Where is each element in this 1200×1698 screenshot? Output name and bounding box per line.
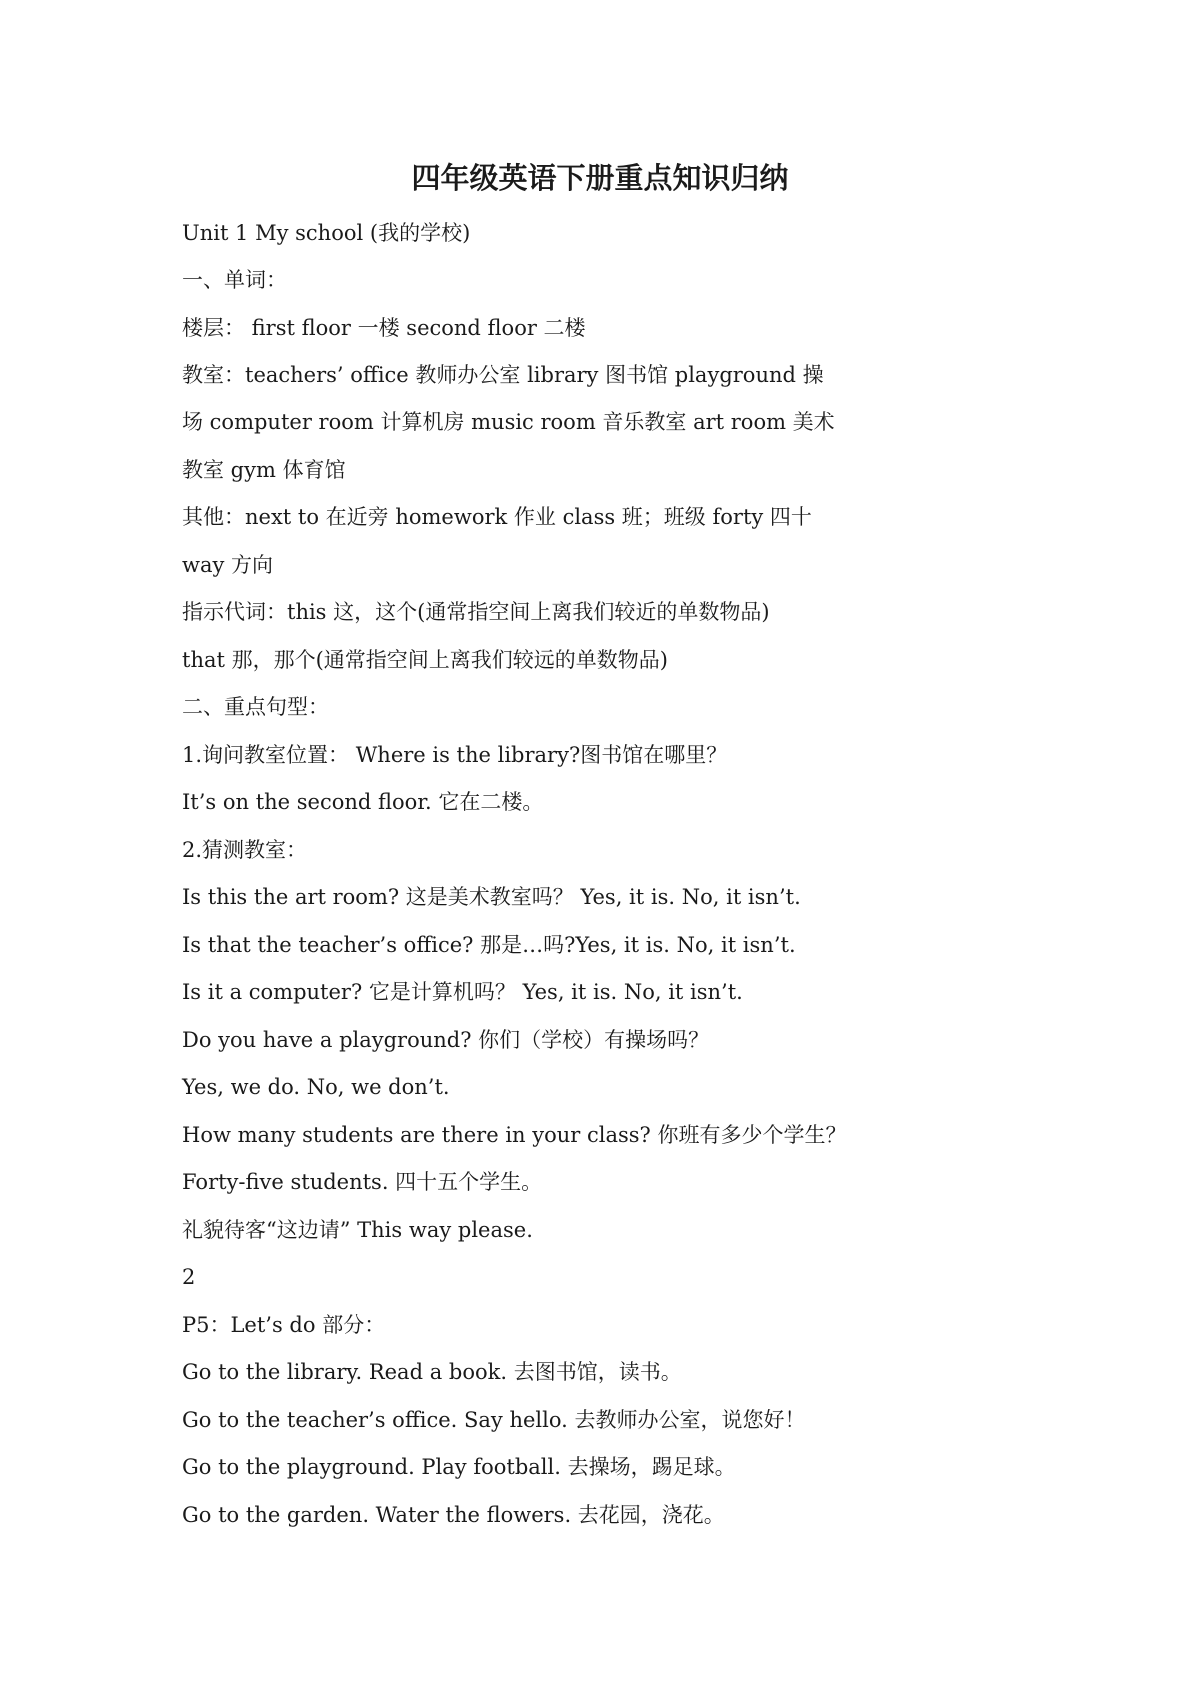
sentence-ask-location: 1.询问教室位置： Where is the library?图书馆在哪里？ [182,743,728,767]
sentence-guess-2: Is that the teacher’s office? 那是…吗?Yes, it is. No, it isn’t. [182,933,796,957]
unit-heading: Unit 1 My school (我的学校) [182,221,471,245]
sentence-answer-location: It’s on the second floor. 它在二楼。 [182,790,544,814]
lets-do-library: Go to the library. Read a book. 去图书馆，读书。 [182,1360,682,1384]
sentence-students-answer: Forty-five students. 四十五个学生。 [182,1170,543,1194]
vocab-other-line-2: way 方向 [182,553,274,577]
section-vocabulary-heading: 一、单词： [182,268,287,292]
sentence-this-way: 礼貌待客“这边请” This way please. [182,1218,533,1242]
vocab-rooms-line-1: 教室：teachers’ office 教师办公室 library 图书馆 playground 操 [182,363,824,387]
sentence-playground-answer: Yes, we do. No, we don’t. [182,1075,450,1099]
vocab-other-line-1: 其他：next to 在近旁 homework 作业 class 班；班级 forty 四十 [182,505,812,529]
demonstrative-that: that 那，那个(通常指空间上离我们较远的单数物品) [182,648,668,672]
vocab-rooms-line-2: 场 computer room 计算机房 music room 音乐教室 art room 美术 [182,410,835,434]
page-title: 四年级英语下册重点知识归纳 [411,161,789,195]
page-number: 2 [182,1265,196,1289]
sentence-guess-1: Is this the art room? 这是美术教室吗？ Yes, it is. No, it isn’t. [182,885,801,909]
sentence-guess-heading: 2.猜测教室： [182,838,308,862]
sentence-students-question: How many students are there in your class? 你班有多少个学生？ [182,1123,847,1147]
vocab-rooms-line-3: 教室 gym 体育馆 [182,458,346,482]
vocab-floors: 楼层： first floor 一楼 second floor 二楼 [182,316,586,340]
demonstrative-this: 指示代词：this 这，这个(通常指空间上离我们较近的单数物品) [182,600,770,624]
sentence-playground-question: Do you have a playground? 你们（学校）有操场吗？ [182,1028,710,1052]
lets-do-office: Go to the teacher’s office. Say hello. 去教师办公室，说您好！ [182,1408,806,1432]
section-sentences-heading: 二、重点句型： [182,695,329,719]
lets-do-garden: Go to the garden. Water the flowers. 去花园，浇花。 [182,1503,725,1527]
lets-do-playground: Go to the playground. Play football. 去操场，踢足球。 [182,1455,736,1479]
lets-do-heading: P5：Let’s do 部分： [182,1313,386,1337]
sentence-guess-3: Is it a computer? 它是计算机吗？ Yes, it is. No, it isn’t. [182,980,743,1004]
